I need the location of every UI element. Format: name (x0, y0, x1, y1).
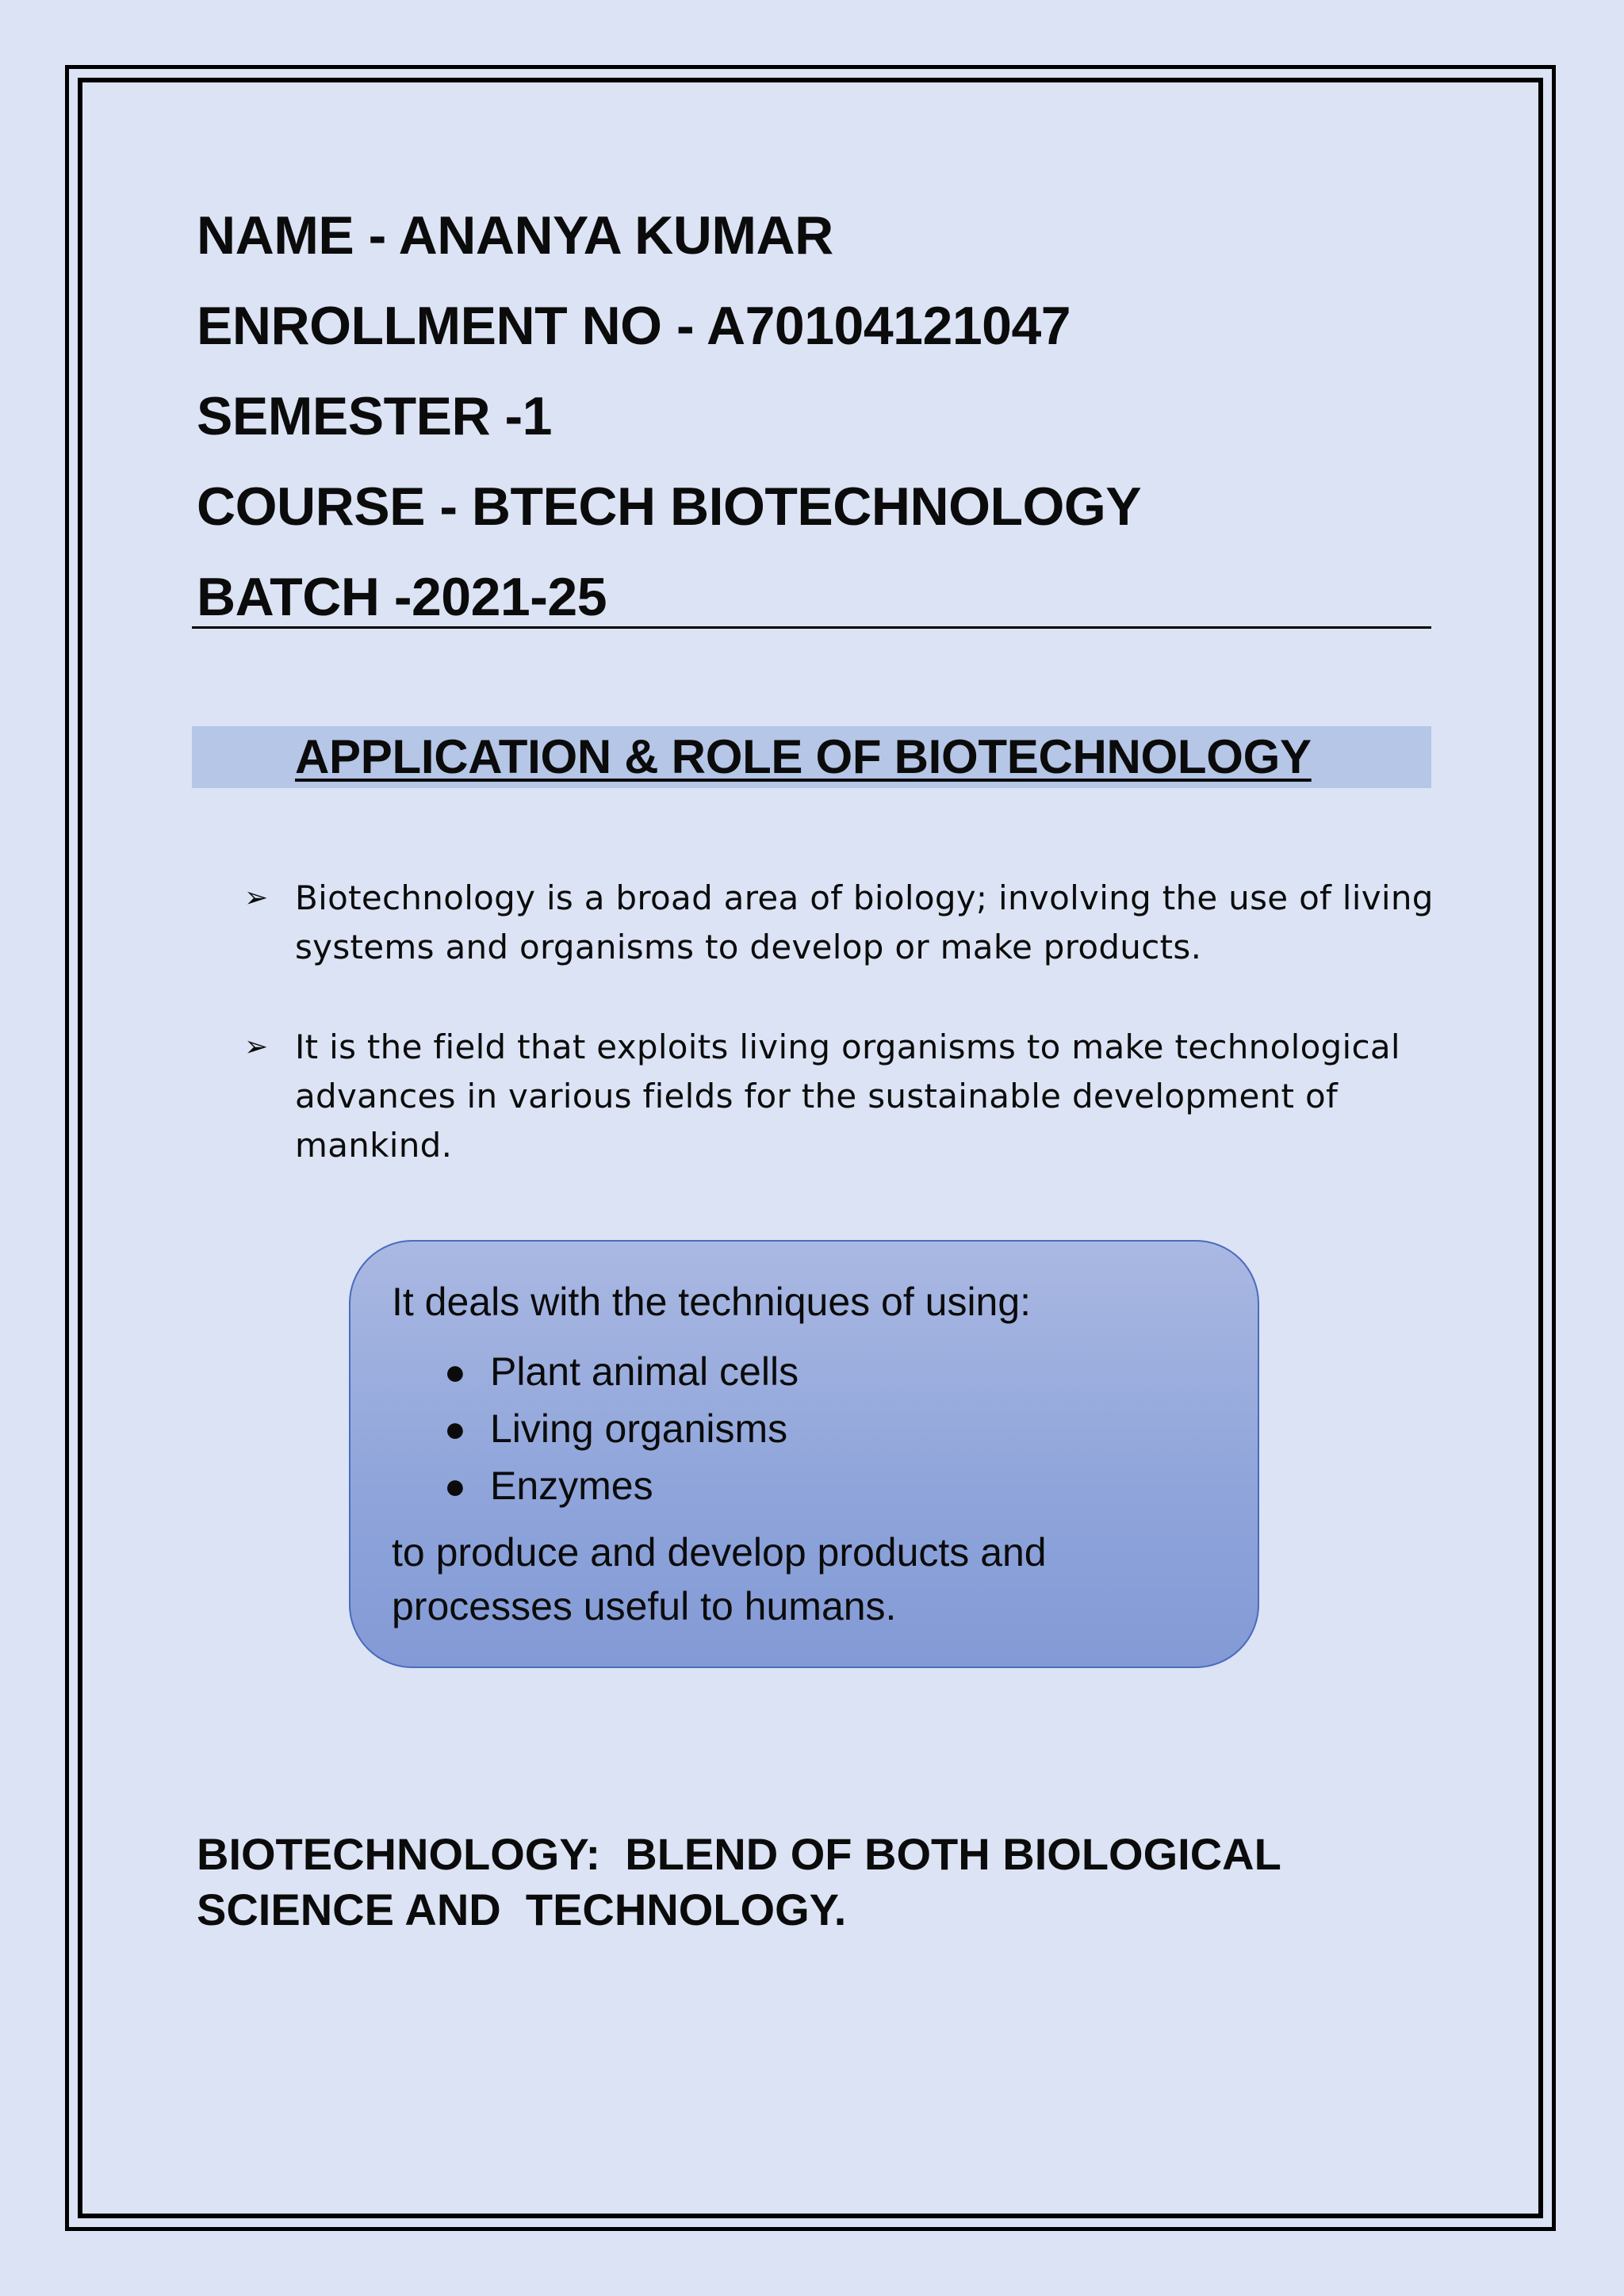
callout-intro: It deals with the techniques of using: (392, 1280, 1032, 1324)
semester: SEMESTER -1 (197, 386, 552, 446)
technique-text: Enzymes (490, 1464, 653, 1508)
bullet-dot-icon: ● (444, 1408, 466, 1449)
batch: BATCH -2021-25 (197, 567, 607, 627)
student-info (197, 190, 1141, 642)
techniques-list (392, 1343, 1216, 1514)
student-name: NAME - ANANYA KUMAR (197, 205, 833, 266)
page-title: APPLICATION & ROLE OF BIOTECHNOLOGY (295, 730, 1312, 783)
technique-text: Plant animal cells (490, 1349, 799, 1394)
closing-statement: BIOTECHNOLOGY: BLEND OF BOTH BIOLOGICAL SCIENCE AND TECHNOLOGY. (197, 1829, 1293, 1934)
bullet-text: It is the field that exploits living organisms to make technological advances in various fields for the sustainable development of mankind. (295, 1027, 1400, 1165)
bullet-text: Biotechnology is a broad area of biology; involving the use of living systems and organisms to develop or make products. (295, 878, 1434, 966)
course: COURSE - BTECH BIOTECHNOLOGY (197, 476, 1142, 537)
list-item (444, 1400, 1216, 1457)
arrow-bullet-icon: ➢ (244, 882, 269, 914)
bullet-dot-icon: ● (444, 1351, 466, 1392)
techniques-callout-box (349, 1240, 1259, 1668)
technique-text: Living organisms (490, 1406, 788, 1451)
enrollment-number: ENROLLMENT NO - A70104121047 (197, 296, 1071, 356)
bullet-dot-icon: ● (444, 1465, 466, 1506)
list-item (444, 1343, 1216, 1400)
divider-line (192, 626, 1431, 629)
list-item (444, 1457, 1216, 1514)
arrow-bullet-icon: ➢ (244, 1031, 269, 1063)
callout-outro: to produce and develop products and processes useful to humans. (392, 1530, 1047, 1628)
intro-bullet-list (244, 874, 1434, 1221)
list-item (244, 874, 1434, 972)
list-item (244, 1023, 1434, 1170)
